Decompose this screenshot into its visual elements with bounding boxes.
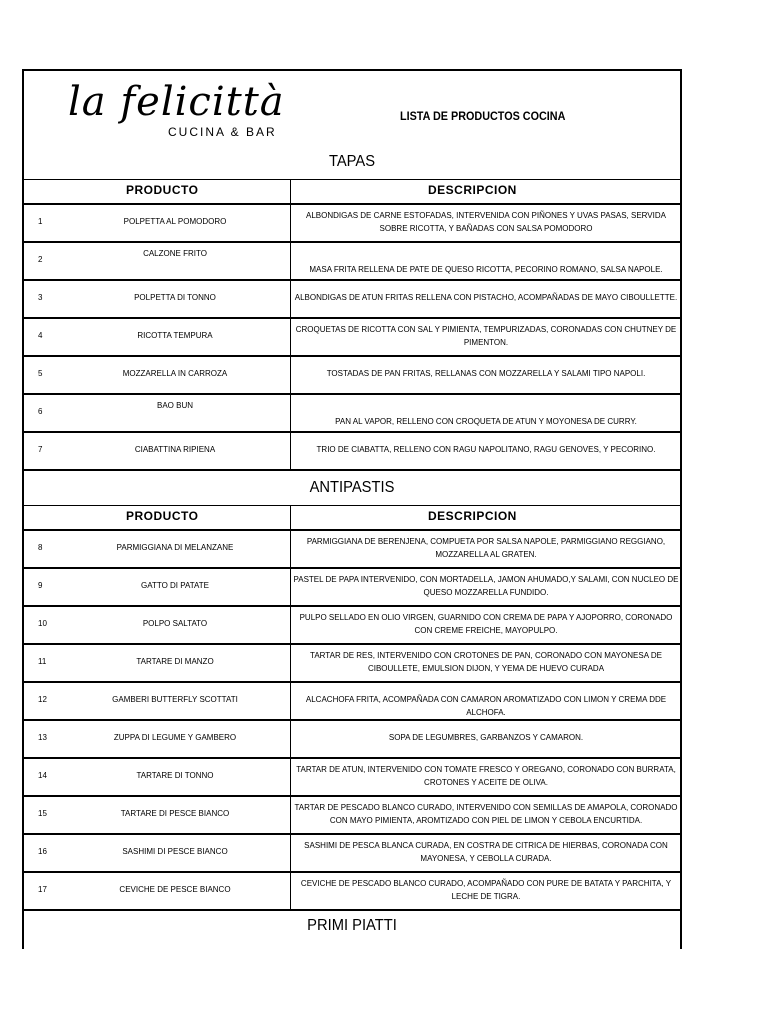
- product-description: TRIO DE CIABATTA, RELLENO CON RAGU NAPOLITANO, RAGU GENOVES, Y PECORINO.: [316, 445, 656, 454]
- product-name: ZUPPA DI LEGUME Y GAMBERO: [113, 733, 237, 742]
- table-row: [24, 719, 680, 757]
- table-row: [24, 681, 680, 719]
- row-divider: [24, 909, 680, 911]
- product-description: SOPA DE LEGUMBRES, GARBANZOS Y CAMARON.: [388, 733, 584, 742]
- row-number: 15: [38, 809, 47, 818]
- column-header-producto: PRODUCTO: [126, 509, 199, 523]
- product-name: MOZZARELLA IN CARROZA: [122, 369, 228, 378]
- table-row: [24, 871, 680, 909]
- product-name: CEVICHE DE PESCE BIANCO: [119, 885, 231, 894]
- table-row: [24, 241, 680, 279]
- product-description: TARTAR DE PESCADO BLANCO CURADO, INTERVENIDO CON SEMILLAS DE AMAPOLA, CORONADO CON MAYO PIMIENTA, AROMTIZADO CON PIEL DE LIMON Y CEBOLA ENCURTIDA.: [294, 803, 678, 825]
- product-name: GATTO DI PATATE: [140, 581, 209, 590]
- row-number: 9: [38, 581, 43, 590]
- product-description: ALBONDIGAS DE CARNE ESTOFADAS, INTERVENIDA CON PIÑONES Y UVAS PASAS, SERVIDA SOBRE RICOTTA, Y BAÑADAS CON SALSA POMODORO: [306, 211, 666, 233]
- product-name: CALZONE FRITO: [143, 249, 207, 258]
- logo-subtitle: CUCINA & BAR: [168, 125, 277, 139]
- table-row: [24, 833, 680, 871]
- product-name: GAMBERI BUTTERFLY SCOTTATI: [112, 695, 238, 704]
- product-description: TARTAR DE RES, INTERVENIDO CON CROTONES DE PAN, CORONADO CON MAYONESA DE CIBOULLETE, EMULSION DIJON, Y YEMA DE HUEVO CURADA: [310, 651, 662, 673]
- product-description: ALCACHOFA FRITA, ACOMPAÑADA CON CAMARON AROMATIZADO CON LIMON Y CREMA DDE ALCHOFA.: [305, 695, 667, 717]
- product-description: ALBONDIGAS DE ATUN FRITAS RELLENA CON PISTACHO, ACOMPAÑADAS DE MAYO CIBOULLETTE.: [294, 293, 678, 302]
- table-row: [24, 279, 680, 317]
- product-name: TARTARE DI MANZO: [136, 657, 214, 666]
- product-description: TOSTADAS DE PAN FRITAS, RELLANAS CON MOZZARELLA Y SALAMI TIPO NAPOLI.: [326, 369, 646, 378]
- table-row: [24, 203, 680, 241]
- row-number: 13: [38, 733, 47, 742]
- table-row: [24, 567, 680, 605]
- table-row: [24, 605, 680, 643]
- product-name: CIABATTINA RIPIENA: [134, 445, 216, 454]
- product-name: RICOTTA TEMPURA: [137, 331, 213, 340]
- row-number: 6: [38, 407, 43, 416]
- document-title: LISTA DE PRODUCTOS COCINA: [400, 109, 566, 123]
- row-divider: [24, 469, 680, 471]
- product-name: POLPETTA AL POMODORO: [123, 217, 227, 226]
- product-name: POLPO SALTATO: [142, 619, 208, 628]
- product-description: PAN AL VAPOR, RELLENO CON CROQUETA DE ATUN Y MOYONESA DE CURRY.: [335, 417, 637, 426]
- row-number: 10: [38, 619, 47, 628]
- product-description: SASHIMI DE PESCA BLANCA CURADA, EN COSTRA DE CITRICA DE HIERBAS, CORONADA CON MAYONESA, Y CEBOLLA CURADA.: [304, 841, 668, 863]
- product-name: POLPETTA DI TONNO: [134, 293, 216, 302]
- row-number: 17: [38, 885, 47, 894]
- product-description: PASTEL DE PAPA INTERVENIDO, CON MORTADELLA, JAMON AHUMADO,Y SALAMI, CON NUCLEO DE QUESO MOZZARELLA FUNDIDO.: [293, 575, 679, 597]
- product-description: CROQUETAS DE RICOTTA CON SAL Y PIMIENTA, TEMPURIZADAS, CORONADAS CON CHUTNEY DE PIMENTON.: [295, 325, 677, 347]
- row-number: 7: [38, 445, 43, 454]
- row-number: 11: [38, 657, 47, 666]
- product-name: TARTARE DI PESCE BIANCO: [120, 809, 230, 818]
- table-row: [24, 355, 680, 393]
- column-header-descripcion: DESCRIPCION: [428, 509, 517, 523]
- table-row: [24, 795, 680, 833]
- row-number: 1: [38, 217, 43, 226]
- table-row: [24, 643, 680, 681]
- row-number: 16: [38, 847, 47, 856]
- row-number: 8: [38, 543, 43, 552]
- row-number: 5: [38, 369, 43, 378]
- document-header: [24, 71, 680, 155]
- section-title: PRIMI PIATTI: [307, 917, 397, 934]
- row-divider: [24, 179, 680, 180]
- section-title: ANTIPASTIS: [309, 479, 395, 496]
- row-divider: [24, 505, 680, 506]
- product-list-sheet: [22, 69, 682, 949]
- table-row: [24, 393, 680, 431]
- logo-wordmark: la felicittà: [68, 79, 285, 125]
- product-description: TARTAR DE ATUN, INTERVENIDO CON TOMATE FRESCO Y OREGANO, CORONADO CON BURRATA, CROTONES Y ACEITE DE OLIVA.: [296, 765, 676, 787]
- table-row: [24, 317, 680, 355]
- table-row: [24, 757, 680, 795]
- column-header-descripcion: DESCRIPCION: [428, 183, 517, 197]
- brand-logo: [68, 79, 298, 143]
- product-description: CEVICHE DE PESCADO BLANCO CURADO, ACOMPAÑADO CON PURE DE BATATA Y PARCHITA, Y LECHE DE TIGRA.: [300, 879, 672, 901]
- table-row: [24, 431, 680, 469]
- row-number: 12: [38, 695, 47, 704]
- product-description: PARMIGGIANA DE BERENJENA, COMPUETA POR SALSA NAPOLE, PARMIGGIANO REGGIANO, MOZZARELLA AL GRATEN.: [306, 537, 666, 559]
- section-title: TAPAS: [328, 153, 376, 170]
- product-name: SASHIMI DI PESCE BIANCO: [122, 847, 228, 856]
- row-number: 3: [38, 293, 43, 302]
- row-number: 14: [38, 771, 47, 780]
- product-name: PARMIGGIANA DI MELANZANE: [116, 543, 234, 552]
- product-name: BAO BUN: [156, 401, 193, 410]
- product-description: PULPO SELLADO EN OLIO VIRGEN, GUARNIDO CON CREMA DE PAPA Y AJOPORRO, CORONADO CON CREME FREICHE, MAYOPULPO.: [299, 613, 673, 635]
- row-number: 4: [38, 331, 43, 340]
- product-name: TARTARE DI TONNO: [136, 771, 214, 780]
- table-row: [24, 529, 680, 567]
- row-number: 2: [38, 255, 43, 264]
- column-header-producto: PRODUCTO: [126, 183, 199, 197]
- product-description: MASA FRITA RELLENA DE PATE DE QUESO RICOTTA, PECORINO ROMANO, SALSA NAPOLE.: [309, 265, 663, 274]
